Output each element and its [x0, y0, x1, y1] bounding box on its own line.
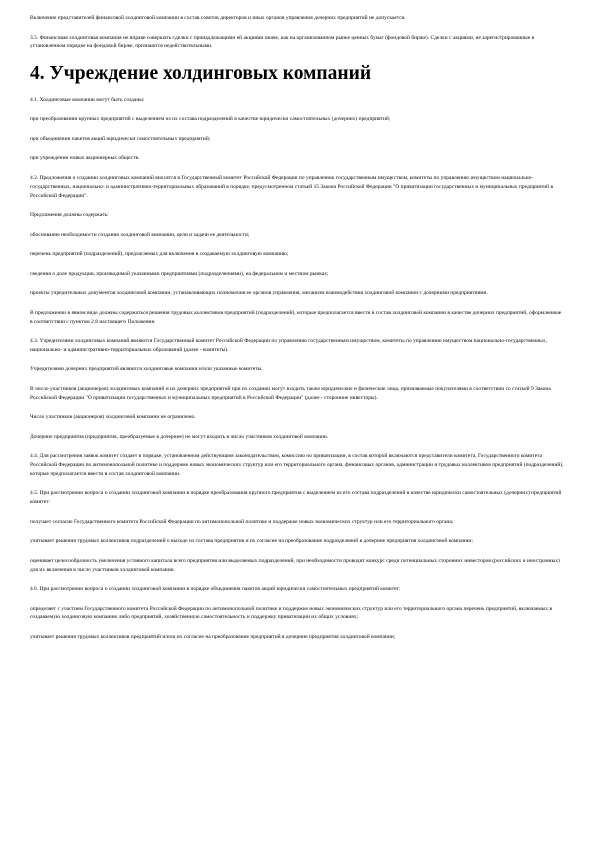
paragraph: 4.1. Холдинговые компании могут быть созданы: — [30, 96, 145, 103]
paragraph: 4.5. При рассмотрении вопроса о создании холдинговой компании в порядке преобразования крупного предприятия с выделением из его состава подразделений в качестве юридически самостоятельных (дочерних) предприятий комитет: — [30, 490, 562, 506]
paragraph: получает согласие Государственного комитета Российской Федерации по антимонопольной политике и поддержке новых экономических структур или его территориального органа; — [30, 518, 454, 525]
paragraph: при учреждении новых акционерных обществ. — [30, 155, 140, 162]
paragraph: сведения о доле продукции, производимой указанными предприятиями (подразделениями), на федеральном и местном рынках; — [30, 270, 329, 277]
paragraph: 4.6. При рассмотрении вопроса о создании холдинговой компании в порядке объединения пакетов акций юридически самостоятельных предприятий комитет: — [30, 586, 401, 593]
section-title: 4. Учреждение холдинговых компаний — [30, 62, 372, 84]
paragraph: Предложения должны содержать: — [30, 212, 109, 219]
paragraph: при объединении пакетов акций юридически самостоятельных предприятий; — [30, 135, 211, 142]
paragraph: 4.4. Для рассмотрения заявок комитет создает в порядке, установленном действующим законодательством, комиссию по приватизации, в состав которой включаются представители комитета, Государственного комитета Российской Федерации по антимонопольной политике и поддержке новых экономических структур или его территориального органа, финансовых органов, администрации и трудовых коллективов предприятий (подразделений), которые предполагается ввести в состав холдинговой компании. — [30, 453, 564, 477]
paragraph: учитывает решения трудовых коллективов подразделений о выходе из состава предприятия и их согласие на преобразование подразделений в дочерние предприятия холдинговой компании; — [30, 538, 473, 545]
paragraph: Число участников (акционеров) холдинговой компании не ограничено. — [30, 414, 196, 421]
intro-paragraph: 3.5. Финансовая холдинговая компания не вправе совершать сделки с принадлежащими ей акциями иначе, как на организованном рынке ценных бумаг (фондовой бирже). Сделки с акциями, не зарегистрированные в установленном порядке на фондовой бирже, признаются недействительными. — [30, 34, 535, 50]
paragraph: 4.3. Учредителями холдинговых компаний являются Государственный комитет Российской Федерации по управлению государственным имуществом, комитеты по управлению имуществом национально-государственных, национально- и административно-территориальных образований (далее - комитеты). — [30, 338, 547, 353]
paragraph: 4.2. Предложения о создании холдинговых компаний вносятся в Государственный комитет Российской Федерации по управлению государственным имуществом, комитеты по управлению имуществом национально-государственных, национально- и административно-территориальных образований в порядке, предусмотренном статьей 15 Закона Российской Федерации "О приватизации государственных и муниципальных предприятий в Российской Федерации". — [30, 175, 554, 199]
intro-paragraph: Включение представителей финансовой холдинговой компании в состав советов директоров и иных органов управления дочерних предприятий не допускается. — [30, 15, 406, 21]
paragraph: В предложении в явном виде должны содержаться решения трудовых коллективов предприятий (подразделений), которые предполагается ввести в состав холдинговой компании в качестве дочерних предприятий, оформленные в соответствии с пунктом 2.8 настоящего Положения. — [30, 309, 562, 325]
paragraph: Учредителями дочерних предприятий являются холдинговые компании и/или указанные комитеты. — [30, 366, 263, 373]
paragraph: проекты учредительных документов холдинговой компании, устанавливающих полномочия ее органов управления, механизм взаимодействия холдинговой компании с дочерними предприятиями. — [30, 290, 488, 297]
paragraph: при преобразовании крупных предприятий с выделением из их состава подразделений в качестве юридически самостоятельных (дочерних) предприятий; — [30, 116, 391, 123]
paragraph: определяет с участием Государственного комитета Российской Федерации по антимонопольной политике и поддержке новых экономических структур или его территориального органа перечень предприятий, включаемых в создаваемую холдинговую компанию либо предприятий, хозяйственную самостоятельность и поддержку приватизации их общих условиях; — [30, 605, 553, 621]
paragraph: учитывает решения трудовых коллективов предприятий и/или их согласие на преобразование предприятий в дочерние предприятия холдинговой компании; — [30, 633, 396, 640]
paragraph: В число участников (акционеров) холдинговых компаний и их дочерних предприятий при их создании могут входить также юридические и физические лица, признаваемые покупателями в соответствии со статьей 9 Закона Российской Федерации "О приватизации государственных и муниципальных предприятий в Российской Федерации" (далее - сторонние инвесторы). — [30, 385, 551, 401]
paragraph: Дочерние предприятия (предприятия, преобразуемые в дочерние) не могут входить в число участников холдинговой компании. — [30, 433, 329, 440]
paragraph: оценивает целесообразность увеличения уставного капитала всего предприятия или выделяемых подразделений, при необходимости проводит конкурс среди потенциальных сторонних инвесторов (российских и иностранных) для их включения в число участников холдинговой компании. — [30, 557, 560, 573]
paragraph: перечень предприятий (подразделений), предлагаемых для включения в создаваемую холдинговую компанию; — [30, 251, 289, 258]
paragraph: обоснование необходимости создания холдинговой компании, цели и задачи ее деятельности; — [30, 231, 250, 238]
